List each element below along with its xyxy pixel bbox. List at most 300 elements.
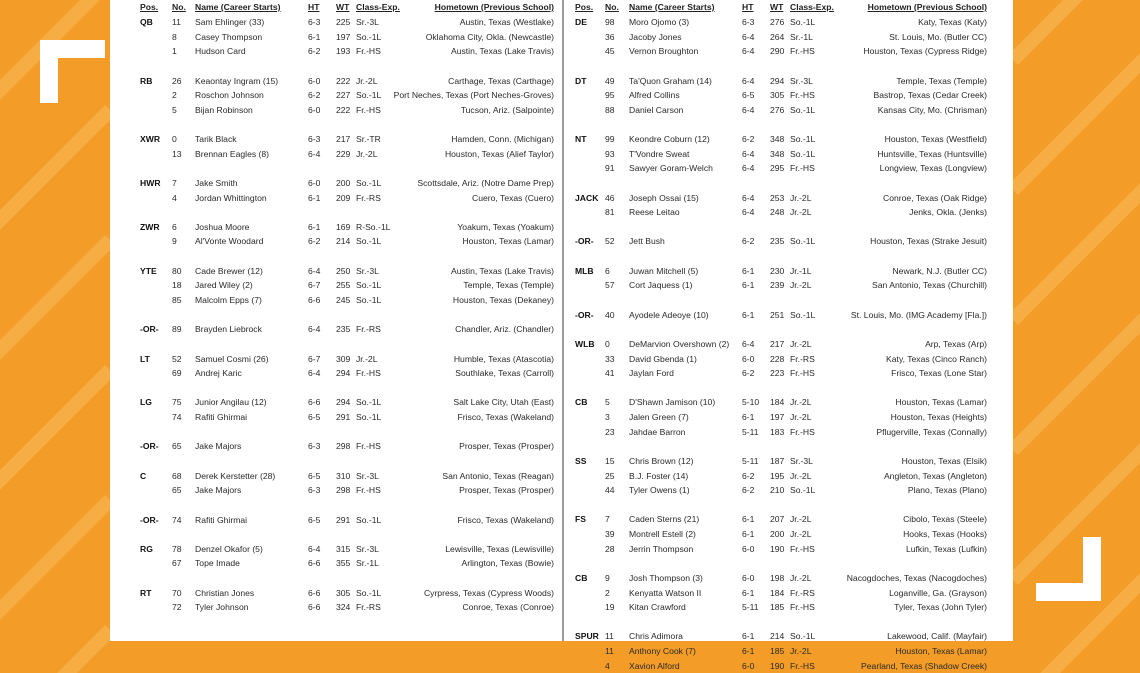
hometown: Frisco, Texas (Wakeland) [457, 514, 554, 525]
jersey-number: 80 [172, 265, 182, 276]
class-experience: R-So.-1L [356, 221, 391, 232]
class-experience: So.-1L [790, 17, 816, 27]
class-experience: So.-1L [356, 294, 382, 305]
position-label: DE [575, 17, 587, 27]
class-experience: Fr.-HS [356, 441, 381, 452]
player-height: 6-4 [308, 324, 321, 335]
class-experience: So.-1L [356, 397, 382, 408]
player-weight: 305 [770, 90, 785, 101]
roster-row [565, 527, 1013, 541]
roster-row [565, 512, 1013, 526]
position-label: -OR- [575, 309, 594, 320]
player-name: Rafiti Ghirmai [195, 412, 248, 422]
player-name: Jahdae Barron [629, 426, 686, 437]
player-weight: 217 [336, 134, 351, 144]
depth-chart-document [110, 0, 1013, 671]
player-weight: 230 [770, 265, 785, 276]
jersey-number: 25 [605, 470, 615, 481]
player-name: Joshua Moore [195, 221, 250, 232]
player-height: 6-3 [742, 17, 755, 27]
jersey-number: 28 [605, 543, 615, 554]
hometown: Austin, Texas (Lake Travis) [450, 265, 554, 276]
jersey-number: 65 [172, 441, 182, 452]
player-height: 6-1 [742, 631, 755, 642]
player-name: Malcolm Epps (7) [195, 294, 262, 305]
player-weight: 183 [770, 426, 785, 437]
position-label: WLB [575, 338, 595, 349]
hometown: Houston, Texas (Dekaney) [452, 294, 554, 305]
player-weight: 324 [336, 602, 351, 613]
player-height: 6-4 [742, 75, 755, 86]
class-experience: So.-1L [356, 177, 382, 188]
jersey-number: 46 [605, 192, 615, 203]
class-experience: Fr.-HS [790, 90, 815, 101]
position-label: C [140, 470, 147, 481]
player-name: Jared Wiley (2) [195, 280, 253, 291]
header-class: Class-Exp. [790, 2, 834, 12]
position-label: YTE [140, 265, 157, 276]
class-experience: Sr.-3L [790, 75, 813, 86]
player-name: Jacoby Jones [629, 31, 682, 42]
hometown: Arlington, Texas (Bowie) [461, 558, 554, 569]
header-name: Name (Career Starts) [629, 2, 715, 12]
header-pos: Pos. [575, 2, 594, 12]
player-name: Chris Brown (12) [629, 455, 694, 466]
roster-row [565, 74, 1013, 88]
player-height: 6-2 [308, 46, 321, 57]
player-name: Roschon Johnson [195, 90, 264, 101]
player-weight: 245 [336, 294, 351, 305]
hometown: Jenks, Okla. (Jenks) [909, 207, 987, 218]
jersey-number: 91 [605, 163, 615, 174]
player-weight: 290 [770, 46, 785, 57]
player-weight: 187 [770, 455, 785, 466]
roster-row [565, 629, 1013, 643]
player-height: 5-11 [742, 455, 759, 466]
player-weight: 197 [336, 31, 351, 42]
class-experience: Jr.-2L [790, 529, 812, 539]
jersey-number: 40 [605, 309, 615, 320]
player-height: 6-5 [308, 514, 321, 525]
class-experience: So.-1L [356, 514, 382, 525]
player-height: 6-2 [742, 470, 755, 481]
jersey-number: 19 [605, 602, 615, 613]
header-ht: HT [308, 2, 320, 12]
header-hometown: Hometown (Previous School) [867, 2, 987, 12]
player-height: 6-4 [308, 368, 321, 379]
player-weight: 228 [770, 353, 785, 364]
hometown: Angleton, Texas (Angleton) [883, 470, 987, 481]
jersey-number: 11 [605, 631, 614, 642]
player-name: B.J. Foster (14) [629, 470, 689, 481]
player-height: 6-2 [742, 368, 755, 379]
roster-row [565, 205, 1013, 219]
class-experience: So.-1L [790, 631, 816, 642]
class-experience: Fr.-HS [790, 660, 815, 671]
roster-row [565, 30, 1013, 44]
player-weight: 210 [770, 485, 785, 496]
roster-row [110, 30, 562, 44]
player-name: David Gbenda (1) [629, 353, 697, 364]
roster-row [565, 454, 1013, 468]
jersey-number: 4 [605, 660, 610, 671]
jersey-number: 6 [605, 265, 610, 276]
roster-row [565, 425, 1013, 439]
jersey-number: 18 [172, 280, 182, 291]
player-weight: 223 [770, 368, 785, 379]
roster-row [565, 352, 1013, 366]
jersey-number: 4 [172, 192, 177, 203]
jersey-number: 11 [172, 17, 181, 27]
player-weight: 222 [336, 104, 351, 115]
hometown: Houston, Texas (Heights) [890, 412, 987, 422]
jersey-number: 93 [605, 148, 615, 159]
player-name: Brennan Eagles (8) [195, 148, 270, 159]
jersey-number: 0 [172, 134, 177, 144]
hometown: Cyrpress, Texas (Cypress Woods) [423, 587, 554, 598]
class-experience: Jr.-2L [790, 338, 812, 349]
roster-row [565, 191, 1013, 205]
class-experience: Fr.-RS [790, 587, 815, 598]
player-weight: 295 [770, 163, 785, 174]
roster-row [565, 469, 1013, 483]
player-height: 6-0 [308, 104, 321, 115]
hometown: Austin, Texas (Westlake) [459, 17, 554, 27]
player-weight: 298 [336, 485, 351, 496]
player-weight: 355 [336, 558, 351, 569]
player-name: Jake Majors [195, 441, 242, 452]
roster-row [565, 337, 1013, 351]
player-name: Cade Brewer (12) [195, 265, 263, 276]
hometown: Humble, Texas (Atascotia) [453, 353, 554, 364]
hometown: San Antonio, Texas (Churchill) [872, 280, 987, 291]
player-height: 6-3 [308, 485, 321, 496]
player-weight: 348 [770, 148, 785, 159]
jersey-number: 2 [605, 587, 610, 598]
player-name: Brayden Liebrock [195, 324, 262, 335]
roster-row [565, 147, 1013, 161]
player-weight: 200 [336, 177, 351, 188]
roster-row [110, 410, 562, 424]
header-hometown: Hometown (Previous School) [434, 2, 554, 12]
jersey-number: 95 [605, 90, 615, 101]
class-experience: Jr.-2L [790, 470, 812, 481]
player-height: 6-1 [742, 529, 755, 539]
player-name: Bijan Robinson [195, 104, 253, 115]
player-name: Cort Jaquess (1) [629, 280, 693, 291]
player-name: Andrej Karic [195, 368, 242, 379]
class-experience: Fr.-HS [790, 46, 815, 57]
hometown: Temple, Texas (Temple) [463, 280, 554, 291]
class-experience: So.-1L [790, 104, 816, 115]
player-weight: 229 [336, 148, 351, 159]
roster-row [110, 556, 562, 570]
hometown: Oklahoma City, Okla. (Newcastle) [425, 31, 554, 42]
hometown: Pearland, Texas (Shadow Creek) [861, 660, 987, 671]
roster-row [565, 161, 1013, 175]
player-weight: 184 [770, 587, 785, 598]
hometown: Pflugerville, Texas (Connally) [876, 426, 987, 437]
class-experience: So.-1L [790, 309, 816, 320]
player-name: D'Shawn Jamison (10) [629, 397, 716, 408]
player-name: Jett Bush [629, 236, 665, 247]
hometown: Prosper, Texas (Prosper) [459, 441, 554, 452]
class-experience: So.-1L [356, 31, 382, 42]
jersey-number: 39 [605, 529, 615, 539]
player-weight: 190 [770, 543, 785, 554]
player-weight: 225 [336, 17, 351, 27]
hometown: Loganville, Ga. (Grayson) [889, 587, 987, 598]
player-weight: 227 [336, 90, 351, 101]
hometown: Arp, Texas (Arp) [925, 338, 987, 349]
player-name: Chris Adimora [629, 631, 683, 642]
player-height: 5-10 [742, 397, 760, 408]
player-name: Sam Ehlinger (33) [195, 17, 265, 27]
player-weight: 310 [336, 470, 351, 481]
jersey-number: 89 [172, 324, 182, 335]
player-height: 6-4 [742, 338, 755, 349]
jersey-number: 88 [605, 104, 615, 115]
player-weight: 253 [770, 192, 785, 203]
roster-row [565, 234, 1013, 248]
position-label: ZWR [140, 221, 160, 232]
jersey-number: 8 [172, 31, 177, 42]
header-name: Name (Career Starts) [195, 2, 281, 12]
roster-row [565, 44, 1013, 58]
position-label: LT [140, 353, 150, 364]
jersey-number: 70 [172, 587, 182, 598]
hometown: Cibolo, Texas (Steele) [903, 514, 987, 525]
roster-row [110, 439, 562, 453]
player-height: 6-4 [742, 31, 755, 42]
roster-row [110, 600, 562, 614]
player-name: Casey Thompson [195, 31, 263, 42]
class-experience: Sr.-3L [790, 455, 813, 466]
player-height: 6-1 [308, 221, 321, 232]
player-name: Tope Imade [195, 558, 240, 569]
jersey-number: 67 [172, 558, 182, 569]
roster-row [110, 278, 562, 292]
player-weight: 250 [336, 265, 351, 276]
player-weight: 184 [770, 397, 785, 408]
hometown: Katy, Texas (Cinco Ranch) [886, 353, 987, 364]
header-pos: Pos. [140, 2, 159, 12]
player-height: 6-1 [742, 265, 755, 276]
roster-row [110, 15, 562, 29]
player-weight: 309 [336, 353, 351, 364]
player-height: 6-0 [742, 543, 755, 554]
class-experience: Jr.-2L [790, 280, 812, 291]
roster-row [565, 410, 1013, 424]
class-experience: So.-1L [356, 90, 382, 101]
hometown: Houston, Texas (Alief Taylor) [444, 148, 554, 159]
player-height: 6-3 [308, 134, 321, 144]
hometown: Hamden, Conn. (Michigan) [451, 134, 554, 144]
class-experience: Jr.-2L [790, 412, 812, 422]
jersey-number: 2 [172, 90, 177, 101]
class-experience: So.-1L [790, 148, 816, 159]
class-experience: So.-1L [356, 280, 382, 291]
class-experience: Fr.-HS [790, 426, 815, 437]
hometown: Scottsdale, Ariz. (Notre Dame Prep) [417, 177, 554, 188]
class-experience: So.-1L [356, 412, 382, 422]
roster-row [565, 15, 1013, 29]
jersey-number: 49 [605, 75, 615, 86]
class-experience: Jr.-1L [790, 265, 812, 276]
player-weight: 276 [770, 17, 785, 27]
position-label: JACK [575, 192, 599, 203]
roster-row [110, 147, 562, 161]
player-height: 6-4 [742, 148, 755, 159]
hometown: Hooks, Texas (Hooks) [903, 529, 987, 539]
class-experience: Fr.-HS [356, 46, 381, 57]
player-height: 6-5 [742, 90, 755, 101]
hometown: Austin, Texas (Lake Travis) [450, 46, 554, 57]
player-weight: 251 [770, 309, 785, 320]
hometown: Conroe, Texas (Conroe) [462, 602, 554, 613]
position-label: RG [140, 543, 153, 554]
class-experience: Fr.-RS [356, 192, 381, 203]
player-height: 6-1 [742, 309, 755, 320]
player-weight: 200 [770, 529, 785, 539]
roster-row [565, 542, 1013, 556]
roster-row [110, 293, 562, 307]
player-name: Tyler Owens (1) [629, 485, 690, 496]
player-height: 6-6 [308, 397, 321, 408]
class-experience: Fr.-RS [790, 353, 815, 364]
player-height: 6-6 [308, 294, 321, 305]
player-name: Juwan Mitchell (5) [629, 265, 699, 276]
player-height: 6-3 [308, 441, 321, 452]
player-height: 6-0 [308, 177, 321, 188]
class-experience: Jr.-2L [356, 353, 378, 364]
player-name: Tyler Johnson [195, 602, 249, 613]
roster-row [565, 103, 1013, 117]
player-height: 6-0 [742, 660, 755, 671]
jersey-number: 1 [172, 46, 177, 57]
hometown: Southlake, Texas (Carroll) [455, 368, 554, 379]
player-weight: 298 [336, 441, 351, 452]
player-weight: 305 [336, 587, 351, 598]
jersey-number: 5 [605, 397, 610, 408]
player-name: Caden Sterns (21) [629, 514, 700, 525]
jersey-number: 57 [605, 280, 615, 291]
roster-row [110, 469, 562, 483]
hometown: Chandler, Ariz. (Chandler) [455, 324, 554, 335]
jersey-number: 13 [172, 148, 182, 159]
position-label: -OR- [140, 324, 159, 335]
position-label: DT [575, 75, 587, 86]
player-height: 5-11 [742, 426, 759, 437]
hometown: Plano, Texas (Plano) [907, 485, 987, 496]
hometown: Kansas City, Mo. (Chrisman) [877, 104, 987, 115]
class-experience: Sr.-3L [356, 470, 379, 481]
class-experience: Fr.-RS [356, 324, 381, 335]
player-height: 6-4 [308, 543, 321, 554]
roster-row [565, 132, 1013, 146]
jersey-number: 7 [172, 177, 177, 188]
position-label: XWR [140, 134, 161, 144]
roster-row [110, 352, 562, 366]
hometown: Houston, Texas (Lamar) [462, 236, 554, 247]
player-name: DeMarvion Overshown (2) [629, 338, 730, 349]
hometown: Nacogdoches, Texas (Nacogdoches) [846, 572, 987, 583]
jersey-number: 75 [172, 397, 182, 408]
roster-row [565, 264, 1013, 278]
roster-row [110, 191, 562, 205]
class-experience: Jr.-2L [790, 572, 812, 583]
hometown: Houston, Texas (Cypress Ridge) [863, 46, 987, 57]
roster-row [565, 483, 1013, 497]
jersey-number: 99 [605, 134, 615, 144]
offense-header [110, 2, 562, 13]
player-height: 6-1 [742, 514, 755, 525]
position-label: RT [140, 587, 152, 598]
roster-row [110, 395, 562, 409]
player-height: 6-1 [742, 587, 755, 598]
header-wt: WT [336, 2, 350, 12]
class-experience: Sr.-3L [356, 17, 379, 27]
player-height: 6-4 [742, 192, 755, 203]
jersey-number: 68 [172, 470, 182, 481]
roster-row [110, 103, 562, 117]
player-name: Reese Leitao [629, 207, 680, 218]
class-experience: Fr.-HS [790, 602, 815, 613]
player-height: 6-4 [742, 207, 755, 218]
class-experience: Sr.-3L [356, 543, 379, 554]
player-name: Ta'Quon Graham (14) [629, 75, 712, 86]
class-experience: Fr.-HS [356, 368, 381, 379]
jersey-number: 36 [605, 31, 615, 42]
roster-row [110, 483, 562, 497]
jersey-number: 44 [605, 485, 615, 496]
player-weight: 193 [336, 46, 351, 57]
jersey-number: 23 [605, 426, 615, 437]
class-experience: Fr.-HS [356, 104, 381, 115]
hometown: Prosper, Texas (Prosper) [459, 485, 554, 496]
player-height: 6-4 [308, 265, 321, 276]
hometown: Lakewood, Calif. (Mayfair) [887, 631, 987, 642]
roster-row [110, 264, 562, 278]
player-name: Jerrin Thompson [629, 543, 694, 554]
player-weight: 348 [770, 134, 785, 144]
bottom-right-bracket-vertical [1083, 537, 1101, 601]
player-height: 6-6 [308, 602, 321, 613]
hometown: Houston, Texas (Elsik) [901, 455, 987, 466]
class-experience: Fr.-HS [790, 163, 815, 174]
jersey-number: 52 [605, 236, 615, 247]
player-name: Hudson Card [195, 46, 246, 57]
player-name: Derek Kerstetter (28) [195, 470, 276, 481]
player-name: Jake Majors [195, 485, 242, 496]
roster-row [110, 366, 562, 380]
roster-row [565, 88, 1013, 102]
player-weight: 291 [336, 412, 351, 422]
column-divider [562, 0, 564, 641]
position-label: NT [575, 134, 587, 144]
jersey-number: 74 [172, 514, 182, 525]
roster-row [565, 308, 1013, 322]
player-height: 6-4 [742, 46, 755, 57]
player-weight: 185 [770, 602, 785, 613]
roster-row [110, 513, 562, 527]
jersey-number: 33 [605, 353, 615, 364]
player-weight: 222 [336, 75, 351, 86]
class-experience: Jr.-2L [790, 192, 812, 203]
hometown: Houston, Texas (Strake Jesuit) [870, 236, 987, 247]
roster-row [565, 600, 1013, 614]
class-experience: Jr.-2L [790, 207, 812, 218]
